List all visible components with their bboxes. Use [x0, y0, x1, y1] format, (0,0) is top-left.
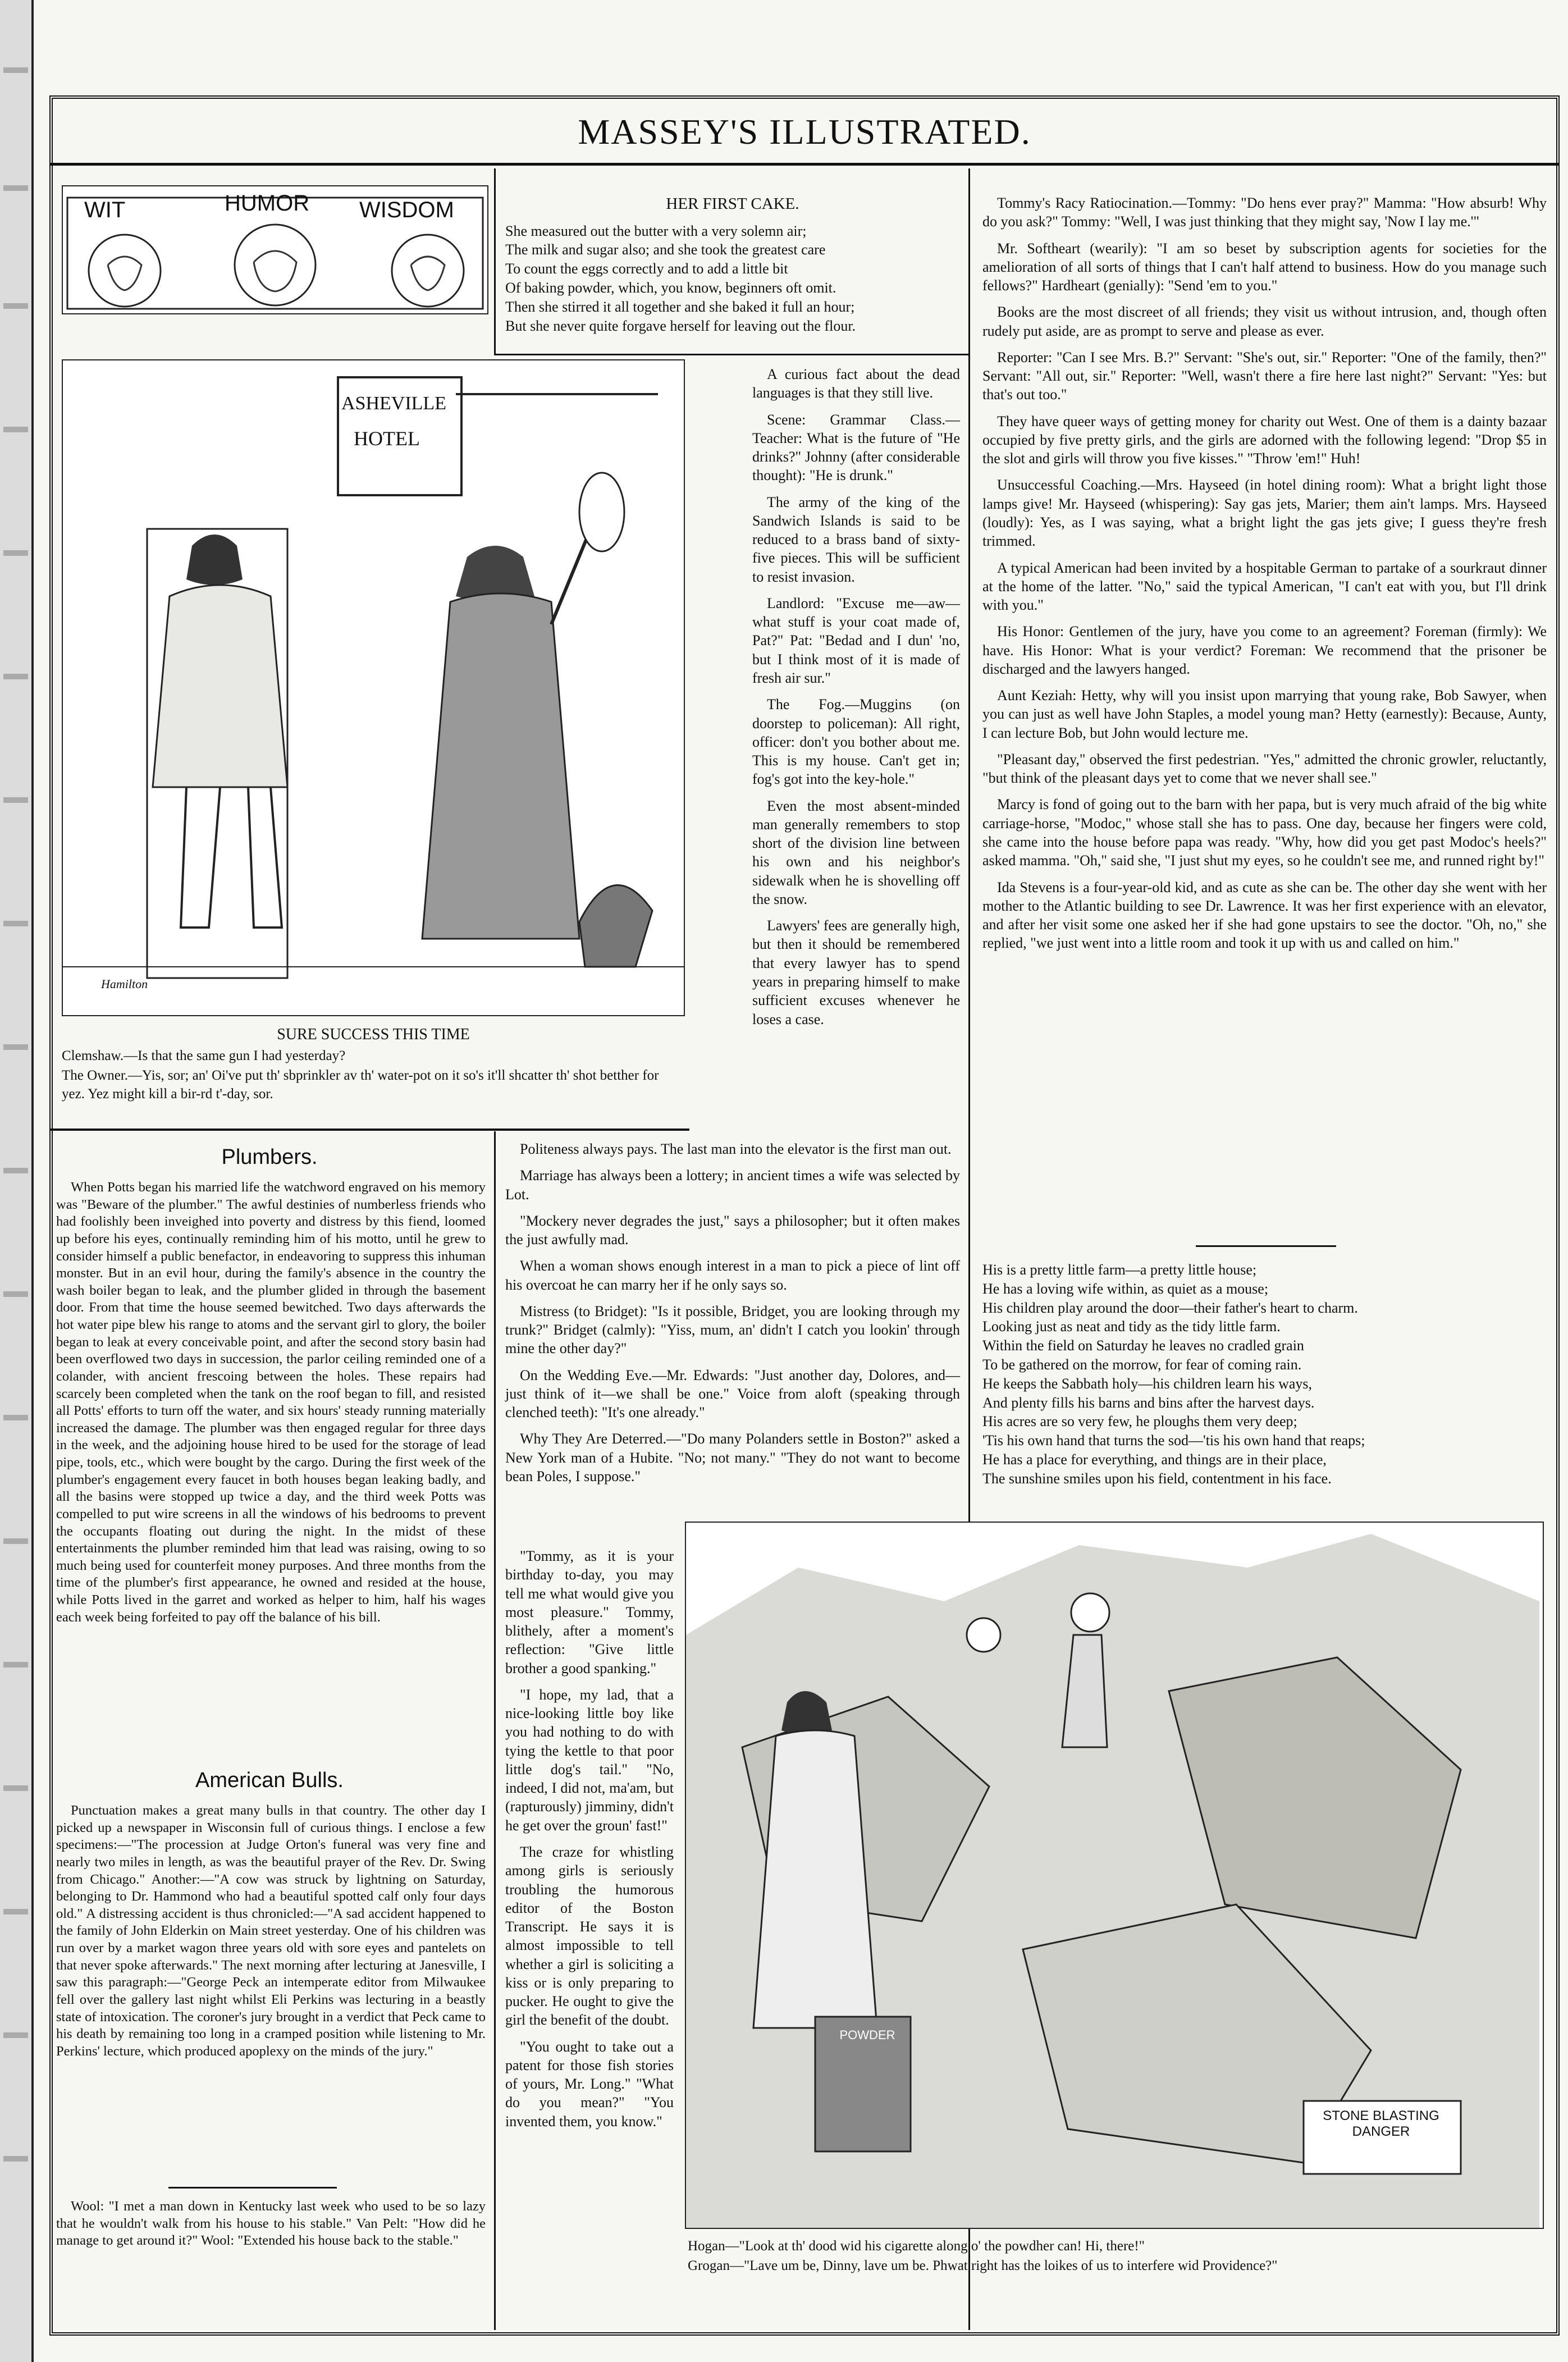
- poem2-line: Looking just as neat and tidy as the tidy little farm.: [982, 1318, 1281, 1335]
- wool-joke: [56, 2198, 486, 2258]
- column-short-items: [752, 365, 960, 1036]
- paragraph: Even the most absent-minded man generally remembers to stop short of the division line between his own and his neighbor's sidewalk when he is shovelling off the snow.: [752, 797, 960, 907]
- wool-text: Wool: "I met a man down in Kentucky last week who used to be so lazy that he wouldn't walk from his house to his stable." Van Pelt: "How did he manage to get around it?" Wool: "Extended his house back to the stable.": [56, 2199, 486, 2249]
- poem2-line: Within the field on Saturday he leaves no cradled grain: [982, 1337, 1304, 1354]
- paragraph: When a woman shows enough interest in a man to pick a piece of lint off his overcoat he can marry her if he only says so.: [505, 1258, 960, 1293]
- paragraph: Mistress (to Bridget): "Is it possible, Bridget, you are looking through my trunk?" Bridget (calmly): "Yiss, mum, an' didn't I catch you lookin' through mine the other day?": [505, 1303, 960, 1357]
- paragraph: Scene: Grammar Class.—Teacher: What is the future of "He drinks?" Johnny (after considerable thought): "He is drunk.": [752, 411, 960, 484]
- bulls-body: Punctuation makes a great many bulls in that country. The other day I picked up a newspaper in Wisconsin full of curious things. I enclose a few specimens:—"The procession at Judge Orton's funeral was very fine and nearly two miles in length, as was the beautiful prayer of the Rev. Dr. Swing from Chicago." Another:—"A cow was struck by lightning on Saturday, belonging to Dr. Hammond who had a beautiful spotted calf only four days old." A distressing accident is thus chronicled:—"A sad accident happened to the family of John Elderkin on Main street yesterday. One of his children was run over by a market wagon three years old with sore eyes and pantelets on that never spoke afterwards." The next morning after lecturing at Janesville, I saw this paragraph:—"George Peck an intemperate editor from Milwaukee fell over the gallery last night whilst Eli Perkins was lecturing in a beastly state of intoxication. The coroner's jury brought in a verdict that Peck came to his death by remaining too long in a cramped position while listening to Mr. Perkins' lecture, which produced apoplexy on the minds of the jury.": [56, 1803, 486, 2059]
- poem2-line: He has a place for everything, and things are in their place,: [982, 1451, 1327, 1468]
- poem1-title: HER FIRST CAKE.: [666, 195, 799, 213]
- cartoon1-line2: The Owner.—Yis, sor; an' Oi've put th' sbprinkler av th' water-pot on it so's it'll shcatter th' shot betther for yez. Yez might kill a bir-rd t'-day, sor.: [62, 1068, 659, 1102]
- masthead-rule: [49, 163, 1560, 166]
- american-bulls-article: [56, 1802, 486, 2068]
- masthead: MASSEY'S ILLUSTRATED.: [578, 112, 1031, 152]
- american-bulls-heading: American Bulls.: [195, 1769, 344, 1792]
- paragraph: The craze for whistling among girls is seriously troubling the humorous editor of the Boston Transcript. He says it is almost impossible to tell whether a girl is soliciting a kiss or is only preparing to pucker. He ought to give the girl the benefit of the doubt.: [505, 1843, 674, 2029]
- paragraph: The Fog.—Muggins (on doorstep to policeman): All right, officer: don't you bother about me. This is my house. Can't get in; fog's got into the key-hole.": [752, 696, 960, 788]
- paragraph: "Tommy, as it is your birthday to-day, you may tell me what would give you most pleasure." Tommy, blithely, after a moment's reflection: "Give little brother a good spanking.": [505, 1548, 674, 1676]
- poem2-line: The sunshine smiles upon his field, contentment in his face.: [982, 1470, 1332, 1487]
- poem1-line: She measured out the butter with a very solemn air;: [505, 222, 807, 239]
- plumbers-body: When Potts began his married life the watchword engraved on his memory was "Beware of the plumber." The awful destinies of numberless friends who had foolishly been inveighed into poverty and distress by this fiend, loomed up before his eyes, continually reminding him of his motto, until he grew to consider himself a public benefactor, in endeavoring to suppress this inhuman monster. But in an evil hour, during the family's absence in the country the wash boiler began to leak, and the plumber glided in through the basement door. From that time the house seemed bewitched. Two days afterwards the hot water pipe blew his range to atoms and the servant girl to glory, the boiler began to leak at every conceivable point, and after the second story basin had been overflowed two days in succession, the parlor ceiling reminded one of a colander, with ancient frescoing between the holes. These repairs had scarcely been completed when the tank on the roof began to fill, and resisted all Potts' efforts to turn off the water, and six hours' steady running materially increased the damage. The plumber was then engaged regular for three days in the week, and the adjoining house hired to be used for the storage of lead pipe, tools, etc., which were bought by the cargo. During the first week of the plumber's engagement every faucet in both houses began leaking badly, and all the basins were stopped up twice a day, and the third week Potts was compelled to put wire screens in all the windows of his bedrooms to prevent the occupants floating out during the night. In the midst of these entertainments the plumber reminded him that lead was raising, owing to so much being used for counterfeit money purposes. And three months from the time of the plumber's first appearance, he owned and resided at the house, while Potts lived in the garret and worked as helper to him, half his wages each week being forfeited to pay off the balance of his bill.: [56, 1180, 486, 1625]
- cartoon1-title: SURE SUCCESS THIS TIME: [277, 1026, 470, 1043]
- poem2-line: He keeps the Sabbath holy—his children learn his ways,: [982, 1375, 1313, 1392]
- column-right-items: [982, 194, 1547, 961]
- cartoon1-signature: Hamilton: [101, 977, 148, 991]
- paragraph: "You ought to take out a patent for those fish stories of yours, Mr. Long." "What do you mean?" "You invented them, you know.": [505, 2038, 674, 2130]
- paragraph: "Mockery never degrades the just," says a philosopher; but it often makes the just awfully mad.: [505, 1212, 960, 1248]
- poem2-line: To be gathered on the morrow, for fear of coming rain.: [982, 1356, 1302, 1373]
- paragraph: Reporter: "Can I see Mrs. B.?" Servant: "She's out, sir." Reporter: "One of the family, then?" Servant: "All out, sir." Reporter: "Well, wasn't there a fire here last night?" Servant: "Yes: but that's out too.": [982, 349, 1547, 403]
- paragraph: Politeness always pays. The last man into the elevator is the first man out.: [520, 1141, 952, 1157]
- poem1-line: Then she stirred it all together and she baked it full an hour;: [505, 298, 855, 315]
- poem2-line: He has a loving wife within, as quiet as a mouse;: [982, 1280, 1269, 1297]
- poem1-line: Of baking powder, which, you know, beginners oft omit.: [505, 280, 836, 296]
- paragraph: A typical American had been invited by a hospitable German to partake of a sourkraut dinner at the home of the latter. "No," said the typical American, "I can't eat with you, but I'll drink with you.": [982, 559, 1547, 614]
- hotel-sign-line2: HOTEL: [354, 427, 420, 450]
- cartoon2-line1: Hogan—"Look at th' dood wid his cigarette along o' the powdher can! Hi, there!": [688, 2238, 1145, 2254]
- poem2-line: And plenty fills his barns and bins after the harvest days.: [982, 1394, 1315, 1411]
- paragraph: Mr. Softheart (wearily): "I am so beset by subscription agents for societies for the amelioration of all sorts of things that I can't half attend to business. How do you manage such fellows?" Hardheart (genially): "Send 'em to you.": [982, 240, 1547, 294]
- cartoon1-bottom-rule: [49, 1129, 689, 1131]
- paragraph: "Pleasant day," observed the first pedestrian. "Yes," admitted the chronic growler, reluctantly, "but think of the pleasant days yet to come that we never shall see.": [982, 751, 1547, 787]
- banner-wit: WIT: [84, 198, 126, 222]
- col-sep-top: [494, 168, 496, 354]
- poem2-line: His children play around the door—their father's heart to charm.: [982, 1299, 1358, 1316]
- banner-humor: HUMOR: [225, 191, 310, 216]
- plumbers-article: [56, 1179, 486, 1634]
- paragraph: Why They Are Deterred.—"Do many Polanders settle in Boston?" asked a New York man of a Hubite. "No; not many." "They do not want to become bean Poles, I suppose.": [505, 1431, 960, 1484]
- col-sep-left: [494, 1131, 496, 2330]
- poem2-line: His is a pretty little farm—a pretty little house;: [982, 1262, 1257, 1278]
- banner-wisdom: WISDOM: [359, 198, 454, 222]
- poem2-line: 'Tis his own hand that turns the sod—'tis his own hand that reaps;: [982, 1432, 1365, 1449]
- paragraph: Tommy's Racy Ratiocination.—Tommy: "Do hens ever pray?" Mamma: "How absurb! Why do you ask?" Tommy: "Well, I was just thinking that they might say, 'Now I lay me.'": [982, 195, 1547, 230]
- cartoon1-line1: Clemshaw.—Is that the same gun I had yesterday?: [62, 1048, 346, 1063]
- middle-narrow-items: [505, 1547, 674, 2139]
- hotel-sign-line1: ASHEVILLE: [341, 393, 446, 414]
- paragraph: Unsuccessful Coaching.—Mrs. Hayseed (in hotel dining room): What a bright light those lamps give! Mr. Hayseed (whispering): Say gas jets, Marier; them ain't lamps. Mrs. Hayseed (loudly): Yes, as I was saying, what a bright light the gas jets give; I guess they're fresh trimmed.: [982, 477, 1547, 550]
- poem1-rule: [494, 354, 969, 355]
- wool-rule: [168, 2187, 337, 2189]
- middle-short-items: [505, 1140, 960, 1493]
- paragraph: They have queer ways of getting money for charity out West. One of them is a dainty bazaar occupied by five pretty girls, and the girls are adorned with the following legend: "Drop $5 in the slot and girls will throw you five kisses." "Throw 'em!" Huh!: [982, 413, 1547, 467]
- poem1-line: To count the eggs correctly and to add a little bit: [505, 261, 788, 277]
- poem2-line: His acres are so very few, he ploughs them very deep;: [982, 1413, 1297, 1430]
- binding-gutter: [0, 0, 34, 2362]
- poem-her-first-cake: [505, 194, 960, 335]
- paragraph: Books are the most discreet of all friends; they visit us without intrusion, and, though often rudely put aside, are as prompt to serve and please as ever.: [982, 304, 1547, 339]
- paragraph: A curious fact about the dead languages is that they still live.: [752, 366, 960, 401]
- paragraph: Aunt Keziah: Hetty, why will you insist upon marrying that young rake, Bob Sawyer, when you can just as well have John Staples, a model young man? Hetty (earnestly): Because, Aunty, I can lecture Bob, but John would lecture me.: [982, 687, 1547, 741]
- plumbers-heading: Plumbers.: [221, 1145, 318, 1169]
- paragraph: On the Wedding Eve.—Mr. Edwards: "Just another day, Dolores, and—just think of it—we shall be one." Voice from aloft (speaking through clenched teeth): "It's one already.": [505, 1367, 960, 1421]
- poem1-line: But she never quite forgave herself for leaving out the flour.: [505, 317, 856, 334]
- cartoon2-line2: Grogan—"Lave um be, Dinny, lave um be. Phwat right has the loikes of us to interfere wid Providence?": [688, 2258, 1278, 2273]
- poem2-rule: [1196, 1245, 1336, 1247]
- paragraph: His Honor: Gentlemen of the jury, have you come to an agreement? Foreman (firmly): We have. His Honor: What is your verdict? Foreman: We recommend that the prisoner be discharged and the lawyers hanged.: [982, 623, 1547, 677]
- paragraph: Ida Stevens is a four-year-old kid, and as cute as she can be. The other day she went with her mother to the Atlantic building to see Dr. Lawrence. It was her first experience with an elevator, and after her visit some one asked her if she had gone upstairs to see the doctor. "Oh, no," she replied, "we just went into a little room and took it up with us and called on him.": [982, 879, 1547, 952]
- paragraph: "I hope, my lad, that a nice-looking little boy like you had nothing to do with tying the kettle to that poor little dog's tail." "No, indeed, I did not, ma'am, but (rapturously) jimminy, didn't he get over the groun' fast!": [505, 1686, 674, 1834]
- paragraph: Landlord: "Excuse me—aw—what stuff is your coat made of, Pat?" Pat: "Bedad and I dun' 'no, but I think most of it is made of fresh air sur.": [752, 595, 960, 686]
- blasting-sign: STONE BLASTING DANGER: [1323, 2108, 1439, 2139]
- paragraph: Marcy is fond of going out to the barn with her papa, but is very much afraid of the big white carriage-horse, "Modoc," whose stall she has to pass. One day, because her fingers were cold, she came into the house before papa was ready. "Why, how did you get past Modoc's heels?" asked mamma. "Oh," said she, "I just shut my eyes, so he couldn't see me, and runned right by!": [982, 796, 1547, 869]
- paragraph: Lawyers' fees are generally high, but then it should be remembered that every lawyer has to spend years in preparing himself to make sufficient excuses whenever he loses a case.: [752, 917, 960, 1027]
- powder-can-label: POWDER: [839, 2028, 895, 2042]
- cartoon-asheville-hotel: [62, 359, 685, 1016]
- poem-little-farm: [982, 1260, 1547, 1488]
- paragraph: Marriage has always been a lottery; in ancient times a wife was selected by Lot.: [505, 1167, 960, 1203]
- poem1-line: The milk and sugar also; and she took the greatest care: [505, 241, 826, 258]
- paragraph: The army of the king of the Sandwich Islands is said to be reduced to a brass band of sixty-five pieces. This will be sufficient to resist invasion.: [752, 494, 960, 585]
